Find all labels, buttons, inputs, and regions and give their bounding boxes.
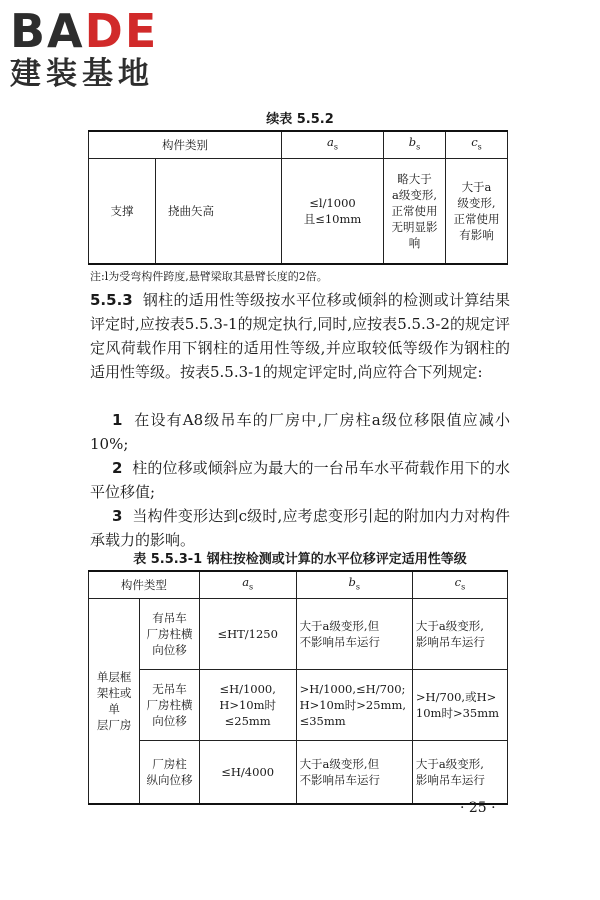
clause-5-5-3 [90,288,510,384]
table2-row1-c: 大于a级变形, 影响吊车运行 [412,599,507,670]
table2-row2-type: 无吊车 厂房柱横 向位移 [140,670,200,741]
logo-text-ba: BA [10,4,85,58]
logo-wordmark [10,6,190,56]
table2-row3-c: 大于a级变形, 影响吊车运行 [412,741,507,805]
table1-cell-c: 大于a 级变形, 正常使用 有影响 [446,159,508,265]
table2-group-label: 单层框 架柱或单 层厂房 [89,599,140,805]
clause-number: 5.5.3 [90,291,133,309]
table1-note: 注:l为受弯构件跨度,悬臂梁取其悬臂长度的2倍。 [90,270,328,283]
table2-row2-a: ≤H/1000, H>10m时≤25mm [199,670,296,741]
table1-header-b: $b_s$ [384,131,446,159]
logo-text-de: DE [84,4,159,58]
brand-logo [10,6,190,92]
page-number: · 25 · [460,800,496,816]
table2-header-a: $a_s$ [199,571,296,599]
table2-row1-a: ≤HT/1250 [199,599,296,670]
table1-header-c: $c_s$ [446,131,508,159]
table2-row1-type: 有吊车 厂房柱横 向位移 [140,599,200,670]
table1 [88,130,508,265]
table2 [88,570,508,805]
clause-item-1: 1 在设有A8级吊车的厂房中,厂房柱a级位移限值应减小10%; [90,411,510,453]
clause-text: 钢柱的适用性等级按水平位移或倾斜的检测或计算结果评定时,应按表5.5.3-1的规定执行,同时,应按表5.5.3-2的规定评定风荷载作用下钢柱的适用性等级,并应取较低等级作为钢柱的适用性等级。按表5.5.3-1的规定评定时,尚应符合下列规定: [90,291,510,381]
table2-header-c: $c_s$ [412,571,507,599]
table1-header-a: $a_s$ [282,131,384,159]
table2-row3-a: ≤H/4000 [199,741,296,805]
table1-caption: 续表 5.5.2 [266,112,334,127]
table2-row2-c: >H/700,或H> 10m时>35mm [412,670,507,741]
table1-cell-b: 略大于 a级变形, 正常使用 无明显影 响 [384,159,446,265]
table1-cell-a: ≤l/1000 且≤10mm [282,159,384,265]
table1-cell-category: 支撑 [89,159,156,265]
clause-item-3: 3 当构件变形达到c级时,应考虑变形引起的附加内力对构件承载力的影响。 [90,507,511,549]
table2-header-type: 构件类型 [89,571,200,599]
clause-item-2: 2 柱的位移或倾斜应为最大的一台吊车水平荷载作用下的水平位移值; [90,459,510,501]
table2-row3-type: 厂房柱 纵向位移 [140,741,200,805]
table1-cell-item: 挠曲矢高 [156,159,282,265]
table2-caption: 表 5.5.3-1 钢柱按检测或计算的水平位移评定适用性等级 [133,552,467,567]
table2-row2-b: >H/1000,≤H/700; H>10m时>25mm, ≤35mm [296,670,412,741]
table2-header-b: $b_s$ [296,571,412,599]
logo-subtitle: 建装基地 [10,56,154,92]
table2-row3-b: 大于a级变形,但 不影响吊车运行 [296,741,412,805]
table2-row1-b: 大于a级变形,但 不影响吊车运行 [296,599,412,670]
table1-header-type: 构件类别 [89,131,282,159]
